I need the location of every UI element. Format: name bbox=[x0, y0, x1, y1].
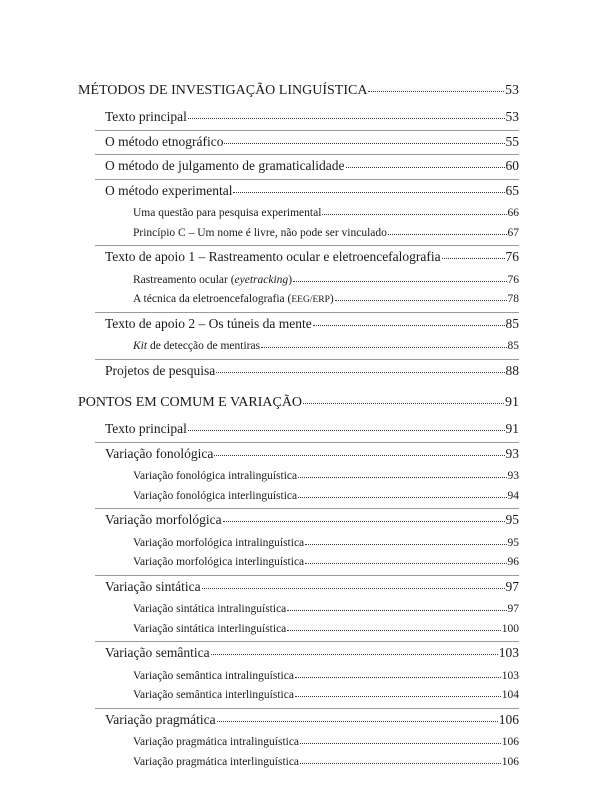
toc-section-title bbox=[78, 83, 367, 99]
toc-item-title bbox=[133, 207, 321, 219]
toc-item-title bbox=[133, 556, 304, 568]
toc-item[interactable] bbox=[133, 756, 519, 768]
page-number: 93 bbox=[505, 445, 519, 461]
toc-subsection[interactable] bbox=[105, 316, 519, 332]
title-suffix: ) bbox=[288, 273, 293, 286]
toc-subsection[interactable] bbox=[105, 421, 519, 437]
toc-subsection-title bbox=[105, 249, 441, 265]
page-number: 85 bbox=[505, 315, 519, 331]
title-text: Texto de apoio 2 – Os túneis da mente bbox=[105, 315, 312, 331]
dot-leader bbox=[346, 167, 505, 168]
toc-subsection[interactable] bbox=[105, 363, 519, 379]
page-number: 85 bbox=[507, 340, 519, 352]
toc-item[interactable] bbox=[133, 340, 519, 352]
title-text: Variação semântica bbox=[105, 645, 210, 660]
toc-subsection-title bbox=[105, 109, 187, 125]
toc-subsection[interactable] bbox=[105, 183, 519, 199]
page-number: 66 bbox=[507, 207, 519, 219]
page-number: 106 bbox=[501, 736, 519, 748]
dot-leader bbox=[295, 696, 501, 697]
toc-subsection-title bbox=[105, 183, 232, 199]
dot-leader bbox=[287, 630, 500, 631]
title-text: Texto principal bbox=[105, 109, 187, 124]
toc-item-title bbox=[133, 537, 304, 549]
title-text: Variação morfológica intralinguística bbox=[133, 536, 305, 549]
toc-subsection-title bbox=[105, 579, 201, 595]
page-number: 100 bbox=[501, 622, 519, 635]
toc-item[interactable] bbox=[133, 293, 519, 305]
toc-item-title bbox=[133, 689, 294, 701]
page-number: 106 bbox=[501, 755, 519, 768]
toc-subsection-title bbox=[105, 512, 222, 528]
title-text: Uma questão para pesquisa experimental bbox=[133, 207, 322, 219]
page-number: 53 bbox=[505, 83, 519, 98]
title-text: Variação morfológica interlinguística bbox=[133, 556, 305, 568]
toc-item-title bbox=[133, 227, 387, 239]
dot-leader bbox=[202, 588, 505, 589]
toc-subsection[interactable] bbox=[105, 579, 519, 595]
dot-leader bbox=[300, 763, 501, 764]
separator-line bbox=[95, 575, 519, 576]
dot-leader bbox=[233, 192, 504, 193]
title-text: Variação semântica intralinguística bbox=[133, 669, 294, 682]
toc-item[interactable] bbox=[133, 689, 519, 701]
toc-subsection[interactable] bbox=[105, 109, 519, 125]
page-number: 76 bbox=[505, 249, 519, 264]
title-text: MÉTODOS DE INVESTIGAÇÃO LINGUÍSTICA bbox=[78, 83, 368, 98]
dot-leader bbox=[293, 281, 506, 282]
emphasis-text: eyetracking bbox=[234, 273, 289, 286]
page-number: 91 bbox=[505, 395, 519, 410]
title-text: A técnica da eletroencefalografia ( bbox=[133, 293, 292, 305]
dot-leader bbox=[305, 563, 506, 564]
toc-item[interactable] bbox=[133, 227, 519, 239]
toc-subsection-title bbox=[105, 134, 223, 150]
title-text: Rastreamento ocular ( bbox=[133, 273, 235, 286]
toc-item-title bbox=[133, 603, 286, 615]
dot-leader bbox=[368, 91, 504, 92]
toc-item[interactable] bbox=[133, 470, 519, 482]
dot-leader bbox=[223, 521, 505, 522]
separator-line bbox=[95, 179, 519, 180]
dot-leader bbox=[322, 214, 506, 215]
separator-line bbox=[95, 359, 519, 360]
title-text: Variação fonológica interlinguística bbox=[133, 489, 298, 502]
dot-leader bbox=[287, 610, 506, 611]
emphasis-text: Kit bbox=[133, 340, 148, 352]
separator-line bbox=[95, 641, 519, 642]
page-number: 106 bbox=[498, 711, 519, 727]
title-text: O método experimental bbox=[105, 182, 233, 198]
toc-item-title bbox=[133, 736, 299, 748]
page-number: 103 bbox=[498, 645, 519, 660]
toc-item[interactable] bbox=[133, 207, 519, 219]
dot-leader bbox=[261, 347, 506, 348]
toc-subsection-title bbox=[105, 421, 187, 437]
dot-leader bbox=[217, 721, 498, 722]
toc-item-title bbox=[133, 490, 297, 502]
toc-item-title bbox=[133, 293, 334, 305]
toc-section[interactable] bbox=[78, 83, 519, 99]
page-number: 94 bbox=[507, 489, 519, 502]
page-number: 96 bbox=[507, 556, 519, 568]
dot-leader bbox=[388, 234, 507, 235]
dot-leader bbox=[303, 403, 504, 404]
toc-subsection[interactable] bbox=[105, 249, 519, 265]
toc-subsection[interactable] bbox=[105, 512, 519, 528]
title-text: Variação pragmática interlinguística bbox=[133, 755, 300, 768]
small-caps-text: EEG/ERP bbox=[291, 295, 330, 305]
dot-leader bbox=[305, 544, 506, 545]
page-number: 97 bbox=[505, 578, 519, 594]
separator-line bbox=[95, 312, 519, 313]
title-text: Variação fonológica bbox=[105, 445, 214, 461]
dot-leader bbox=[216, 372, 504, 373]
title-text: Variação fonológica intralinguística bbox=[133, 470, 298, 482]
separator-line bbox=[95, 508, 519, 509]
dot-leader bbox=[298, 477, 506, 478]
title-text: Variação sintática bbox=[105, 578, 201, 594]
title-text: Variação morfológica bbox=[105, 512, 222, 527]
page-number: 97 bbox=[507, 603, 519, 615]
dot-leader bbox=[188, 118, 505, 119]
separator-line bbox=[95, 442, 519, 443]
page-number: 91 bbox=[505, 421, 519, 436]
toc-item-title bbox=[133, 670, 294, 682]
toc-item-title bbox=[133, 756, 299, 768]
title-text: O método de julgamento de gramaticalidade bbox=[105, 158, 345, 173]
toc-item[interactable] bbox=[133, 623, 519, 635]
toc-item[interactable] bbox=[133, 537, 519, 549]
toc-item[interactable] bbox=[133, 603, 519, 615]
dot-leader bbox=[335, 300, 507, 301]
toc-section[interactable] bbox=[78, 395, 519, 411]
dot-leader bbox=[300, 743, 501, 744]
page-number: 104 bbox=[501, 689, 519, 701]
dot-leader bbox=[313, 325, 505, 326]
separator-line bbox=[95, 154, 519, 155]
toc-subsection[interactable] bbox=[105, 446, 519, 462]
title-text: O método etnográfico bbox=[105, 133, 224, 149]
page-number: 67 bbox=[507, 226, 519, 239]
dot-leader bbox=[224, 143, 504, 144]
title-text: Variação semântica interlinguística bbox=[133, 689, 294, 701]
title-text: de detecção de mentiras bbox=[147, 340, 261, 352]
title-text: Variação pragmática intralinguística bbox=[133, 736, 300, 748]
dot-leader bbox=[295, 677, 501, 678]
title-text: Texto principal bbox=[105, 421, 187, 436]
dot-leader bbox=[211, 654, 498, 655]
separator-line bbox=[95, 245, 519, 246]
title-text: PONTOS EM COMUM E VARIAÇÃO bbox=[78, 395, 303, 410]
toc-item[interactable] bbox=[133, 670, 519, 682]
toc-subsection-title bbox=[105, 446, 213, 462]
page-number: 88 bbox=[505, 362, 519, 378]
separator-line bbox=[95, 708, 519, 709]
title-text: Projetos de pesquisa bbox=[105, 362, 216, 378]
toc-subsection-title bbox=[105, 712, 216, 728]
page-number: 93 bbox=[507, 470, 519, 482]
dot-leader bbox=[442, 258, 505, 259]
toc-subsection-title bbox=[105, 316, 312, 332]
title-text: Variação pragmática bbox=[105, 711, 216, 727]
dot-leader bbox=[298, 497, 506, 498]
page-number: 95 bbox=[507, 536, 519, 549]
page-number: 103 bbox=[501, 669, 519, 682]
toc-subsection-title bbox=[105, 158, 345, 174]
title-text: Variação sintática interlinguística bbox=[133, 622, 287, 635]
page-number: 60 bbox=[505, 158, 519, 173]
toc-item[interactable] bbox=[133, 274, 519, 286]
toc-section-title bbox=[78, 395, 302, 411]
dot-leader bbox=[188, 430, 505, 431]
toc-item[interactable] bbox=[133, 736, 519, 748]
page-number: 78 bbox=[507, 293, 519, 305]
page-number: 55 bbox=[505, 133, 519, 149]
page-number: 95 bbox=[505, 512, 519, 527]
toc-subsection[interactable] bbox=[105, 712, 519, 728]
toc-subsection[interactable] bbox=[105, 645, 519, 661]
toc-item-title bbox=[133, 274, 292, 286]
toc-item[interactable] bbox=[133, 556, 519, 568]
toc-subsection[interactable] bbox=[105, 158, 519, 174]
separator-line bbox=[95, 130, 519, 131]
dot-leader bbox=[214, 455, 504, 456]
toc-subsection-title bbox=[105, 645, 210, 661]
title-text: Variação sintática intralinguística bbox=[133, 603, 287, 615]
toc-subsection[interactable] bbox=[105, 134, 519, 150]
title-suffix: ) bbox=[329, 293, 334, 305]
toc-item-title bbox=[133, 470, 297, 482]
toc-subsection-title bbox=[105, 363, 215, 379]
page-number: 65 bbox=[505, 182, 519, 198]
page-number: 53 bbox=[505, 109, 519, 124]
toc-item-title bbox=[133, 623, 286, 635]
title-text: Texto de apoio 1 – Rastreamento ocular e eletroencefalografia bbox=[105, 249, 441, 264]
page-number: 76 bbox=[507, 273, 519, 286]
toc-item[interactable] bbox=[133, 490, 519, 502]
title-text: Princípio C – Um nome é livre, não pode ser vinculado bbox=[133, 226, 387, 239]
toc-item-title bbox=[133, 340, 260, 352]
